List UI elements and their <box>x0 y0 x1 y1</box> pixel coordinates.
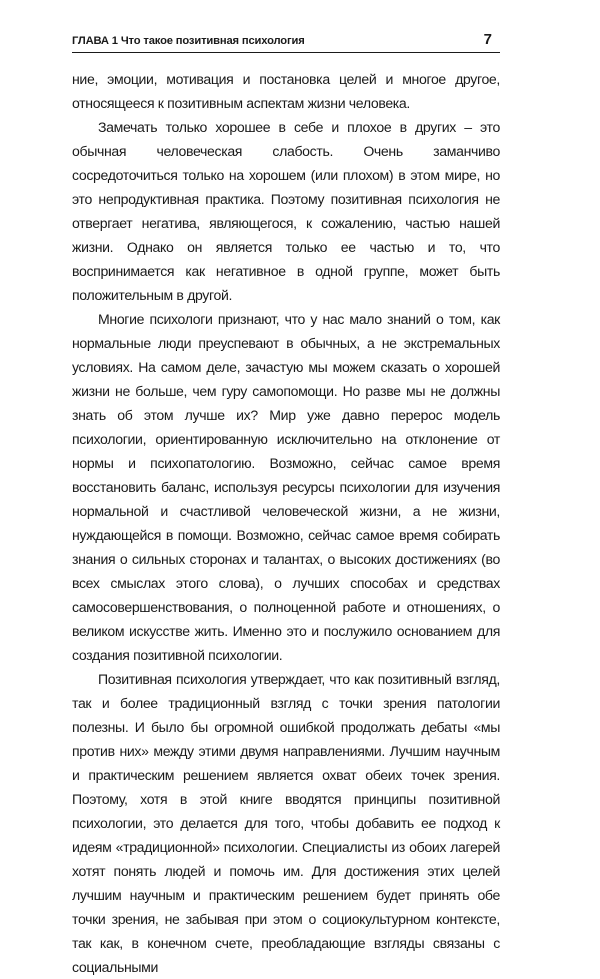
paragraph: Позитивная психология утверждает, что как позитивный взгляд, так и более традиционный взгляд с точки зрения патологии полезны. И было бы огромной ошибкой продолжать дебаты «мы против них» между этими двумя направлениями. Лучшим научным и практическим решением является охват обеих точек зрения. Поэтому, хотя в этой книге вводятся принципы позитивной психологии, это делается для того, чтобы добавить ее подход к идеям «традиционной» психологии. Специалисты из обоих лагерей хотят понять людей и помочь им. Для достижения этих целей лучшим научным и практическим решением будет принять обе точки зрения, не забывая при этом о социокультурном контексте, так как, в конечном счете, преобладающие взгляды связаны с социальными <box>72 671 500 975</box>
paragraph: Замечать только хорошее в себе и плохое в других – это обычная человеческая слабость. Очень заманчиво сосредоточиться только на хорошем (или плохом) в этом мире, но это непродуктивная практика. Поэтому позитивная психология не отвергает негатива, являющегося, к сожалению, частью нашей жизни. Однако он является только ее частью и то, что воспринимается как негативное в одной группе, может быть положительным в другой. <box>72 119 500 303</box>
page-number: 7 <box>483 31 492 48</box>
chapter-running-title: ГЛАВА 1 Что такое позитивная психология <box>72 34 305 47</box>
book-page <box>72 30 500 979</box>
paragraph-continued: ние, эмоции, мотивация и постановка целей и многое другое, относящееся к позитивным аспектам жизни человека. <box>72 71 500 111</box>
body-text <box>72 67 500 979</box>
paragraph: Многие психологи признают, что у нас мало знаний о том, как нормальные люди преуспевают в обычных, а не экстремальных условиях. На самом деле, зачастую мы можем сказать о хорошей жизни не больше, чем гуру самопомощи. Но разве мы не должны знать об этом лучше их? Мир уже давно перерос модель психологии, ориентированную исключительно на отклонение от нормы и психопатологию. Возможно, сейчас самое время восстановить баланс, используя ресурсы психологии для изучения нормальной и счастливой человеческой жизни, а не жизни, нуждающейся в помощи. Возможно, сейчас самое время собирать знания о сильных сторонах и талантах, о высоких достижениях (во всех смыслах этого слова), о лучших способах и средствах самосовершенствования, о полноценной работе и отношениях, о великом искусстве жить. Именно это и послужило основанием для создания позитивной психологии. <box>72 311 500 663</box>
running-header <box>72 30 500 53</box>
